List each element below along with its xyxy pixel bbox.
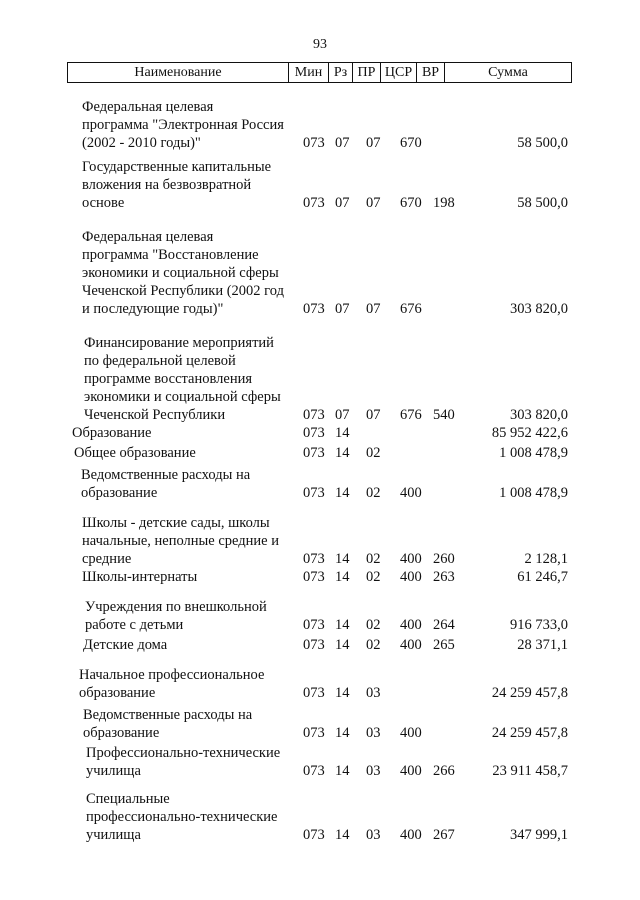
cell-csr: 676 bbox=[400, 407, 422, 423]
row-name-line: вложения на безвозвратной bbox=[82, 177, 252, 193]
cell-min: 073 bbox=[303, 425, 325, 441]
cell-vr: 267 bbox=[433, 827, 455, 843]
cell-vr: 540 bbox=[433, 407, 455, 423]
row-name bbox=[83, 706, 252, 742]
cell-min: 073 bbox=[303, 445, 325, 461]
cell-csr: 400 bbox=[400, 637, 422, 653]
column-header-csr: ЦСР bbox=[381, 63, 417, 83]
cell-min: 073 bbox=[303, 407, 325, 423]
cell-csr: 400 bbox=[400, 827, 422, 843]
row-name-line: Профессионально-технические bbox=[86, 745, 281, 761]
table-row bbox=[0, 466, 640, 502]
cell-pr: 03 bbox=[366, 827, 381, 843]
row-name-line: и последующие годы)" bbox=[82, 301, 224, 317]
row-name-line: экономики и социальной сферы bbox=[82, 265, 279, 281]
cell-rz: 14 bbox=[335, 637, 350, 653]
cell-sum: 2 128,1 bbox=[524, 551, 568, 567]
table-row bbox=[0, 790, 640, 844]
table-header bbox=[67, 62, 572, 83]
cell-sum: 58 500,0 bbox=[517, 135, 568, 151]
cell-pr: 02 bbox=[366, 617, 381, 633]
table-row bbox=[0, 98, 640, 152]
row-name-line: (2002 - 2010 годы)" bbox=[82, 135, 201, 151]
cell-rz: 14 bbox=[335, 551, 350, 567]
row-name-line: Детские дома bbox=[83, 637, 168, 653]
cell-min: 073 bbox=[303, 195, 325, 211]
cell-sum: 28 371,1 bbox=[517, 637, 568, 653]
row-name-line: начальные, неполные средние и bbox=[82, 533, 279, 549]
cell-csr: 670 bbox=[400, 135, 422, 151]
table-row bbox=[0, 706, 640, 742]
row-name-line: Чеченской Республики bbox=[84, 407, 226, 423]
cell-rz: 14 bbox=[335, 763, 350, 779]
cell-rz: 07 bbox=[335, 135, 350, 151]
cell-rz: 14 bbox=[335, 425, 350, 441]
column-header-name: Наименование bbox=[68, 63, 289, 83]
row-name-line: Начальное профессиональное bbox=[79, 667, 265, 683]
row-name bbox=[72, 424, 151, 442]
cell-min: 073 bbox=[303, 637, 325, 653]
cell-sum: 916 733,0 bbox=[510, 617, 568, 633]
cell-csr: 400 bbox=[400, 617, 422, 633]
cell-vr: 264 bbox=[433, 617, 455, 633]
cell-rz: 14 bbox=[335, 617, 350, 633]
row-name-line: Ведомственные расходы на bbox=[81, 467, 251, 483]
table-row bbox=[0, 424, 640, 442]
cell-sum: 1 008 478,9 bbox=[499, 445, 568, 461]
cell-csr: 400 bbox=[400, 763, 422, 779]
row-name-line: Школы-интернаты bbox=[82, 569, 198, 585]
cell-csr: 670 bbox=[400, 195, 422, 211]
cell-vr: 263 bbox=[433, 569, 455, 585]
cell-rz: 07 bbox=[335, 301, 350, 317]
cell-pr: 07 bbox=[366, 135, 381, 151]
table-row bbox=[0, 568, 640, 586]
cell-min: 073 bbox=[303, 485, 325, 501]
cell-rz: 14 bbox=[335, 685, 350, 701]
row-name-line: Федеральная целевая bbox=[82, 229, 214, 245]
cell-rz: 14 bbox=[335, 827, 350, 843]
table-row bbox=[0, 228, 640, 318]
cell-rz: 14 bbox=[335, 569, 350, 585]
cell-min: 073 bbox=[303, 617, 325, 633]
row-name-line: Государственные капитальные bbox=[82, 159, 272, 175]
cell-rz: 14 bbox=[335, 485, 350, 501]
cell-pr: 03 bbox=[366, 725, 381, 741]
row-name bbox=[82, 568, 197, 586]
table-row bbox=[0, 744, 640, 780]
cell-min: 073 bbox=[303, 551, 325, 567]
row-name bbox=[82, 98, 284, 152]
table-row bbox=[0, 444, 640, 462]
row-name-line: Финансирование мероприятий bbox=[84, 335, 274, 351]
row-name bbox=[82, 158, 271, 212]
column-header-pr: ПР bbox=[353, 63, 381, 83]
cell-pr: 02 bbox=[366, 485, 381, 501]
page-number: 93 bbox=[313, 37, 327, 52]
column-header-sum: Сумма bbox=[445, 63, 572, 83]
row-name-line: училища bbox=[86, 763, 141, 779]
cell-sum: 303 820,0 bbox=[510, 301, 568, 317]
cell-pr: 02 bbox=[366, 569, 381, 585]
cell-vr: 260 bbox=[433, 551, 455, 567]
cell-rz: 14 bbox=[335, 445, 350, 461]
cell-pr: 03 bbox=[366, 763, 381, 779]
row-name-line: программа "Восстановление bbox=[82, 247, 259, 263]
row-name bbox=[74, 444, 196, 462]
cell-min: 073 bbox=[303, 301, 325, 317]
cell-pr: 02 bbox=[366, 445, 381, 461]
row-name-line: экономики и социальной сферы bbox=[84, 389, 281, 405]
row-name-line: Образование bbox=[72, 425, 152, 441]
cell-pr: 07 bbox=[366, 407, 381, 423]
row-name bbox=[85, 598, 267, 634]
table-row bbox=[0, 334, 640, 424]
row-name-line: Школы - детские сады, школы bbox=[82, 515, 270, 531]
column-header-vr: ВР bbox=[417, 63, 445, 83]
column-header-rz: Рз bbox=[329, 63, 353, 83]
row-name-line: образование bbox=[83, 725, 160, 741]
table-row bbox=[0, 158, 640, 212]
row-name bbox=[79, 666, 264, 702]
cell-pr: 07 bbox=[366, 301, 381, 317]
cell-vr: 198 bbox=[433, 195, 455, 211]
table-row bbox=[0, 666, 640, 702]
cell-sum: 58 500,0 bbox=[517, 195, 568, 211]
row-name-line: программа "Электронная Россия bbox=[82, 117, 284, 133]
row-name bbox=[83, 636, 167, 654]
cell-pr: 02 bbox=[366, 637, 381, 653]
row-name-line: по федеральной целевой bbox=[84, 353, 236, 369]
cell-min: 073 bbox=[303, 725, 325, 741]
row-name bbox=[84, 334, 281, 424]
cell-sum: 24 259 457,8 bbox=[491, 725, 568, 741]
row-name-line: образование bbox=[81, 485, 158, 501]
row-name-line: профессионально-технические bbox=[86, 809, 278, 825]
cell-sum: 1 008 478,9 bbox=[499, 485, 568, 501]
cell-sum: 23 911 458,7 bbox=[492, 763, 568, 779]
cell-pr: 03 bbox=[366, 685, 381, 701]
cell-rz: 14 bbox=[335, 725, 350, 741]
cell-min: 073 bbox=[303, 827, 325, 843]
row-name-line: училища bbox=[86, 827, 141, 843]
table-row bbox=[0, 514, 640, 568]
cell-rz: 07 bbox=[335, 407, 350, 423]
cell-rz: 07 bbox=[335, 195, 350, 211]
cell-sum: 303 820,0 bbox=[510, 407, 568, 423]
row-name-line: основе bbox=[82, 195, 125, 211]
cell-min: 073 bbox=[303, 569, 325, 585]
cell-min: 073 bbox=[303, 135, 325, 151]
row-name-line: Общее образование bbox=[74, 445, 196, 461]
cell-pr: 07 bbox=[366, 195, 381, 211]
row-name bbox=[86, 790, 277, 844]
cell-csr: 400 bbox=[400, 569, 422, 585]
row-name-line: Ведомственные расходы на bbox=[83, 707, 253, 723]
cell-csr: 400 bbox=[400, 485, 422, 501]
column-header-min: Мин bbox=[289, 63, 329, 83]
row-name-line: работе с детьми bbox=[85, 617, 184, 633]
cell-sum: 85 952 422,6 bbox=[491, 425, 568, 441]
row-name bbox=[86, 744, 280, 780]
cell-min: 073 bbox=[303, 763, 325, 779]
cell-csr: 400 bbox=[400, 725, 422, 741]
cell-vr: 265 bbox=[433, 637, 455, 653]
row-name-line: образование bbox=[79, 685, 156, 701]
table-row bbox=[0, 598, 640, 634]
row-name-line: Федеральная целевая bbox=[82, 99, 214, 115]
row-name-line: Чеченской Республики (2002 год bbox=[82, 283, 284, 299]
row-name-line: Специальные bbox=[86, 791, 170, 807]
row-name bbox=[81, 466, 250, 502]
row-name bbox=[82, 514, 279, 568]
row-name-line: средние bbox=[82, 551, 132, 567]
cell-sum: 61 246,7 bbox=[517, 569, 568, 585]
cell-sum: 347 999,1 bbox=[510, 827, 568, 843]
row-name bbox=[82, 228, 284, 318]
cell-pr: 02 bbox=[366, 551, 381, 567]
cell-csr: 400 bbox=[400, 551, 422, 567]
cell-sum: 24 259 457,8 bbox=[491, 685, 568, 701]
table-row bbox=[0, 636, 640, 654]
cell-min: 073 bbox=[303, 685, 325, 701]
cell-vr: 266 bbox=[433, 763, 455, 779]
cell-csr: 676 bbox=[400, 301, 422, 317]
row-name-line: Учреждения по внешкольной bbox=[85, 599, 267, 615]
row-name-line: программе восстановления bbox=[84, 371, 253, 387]
